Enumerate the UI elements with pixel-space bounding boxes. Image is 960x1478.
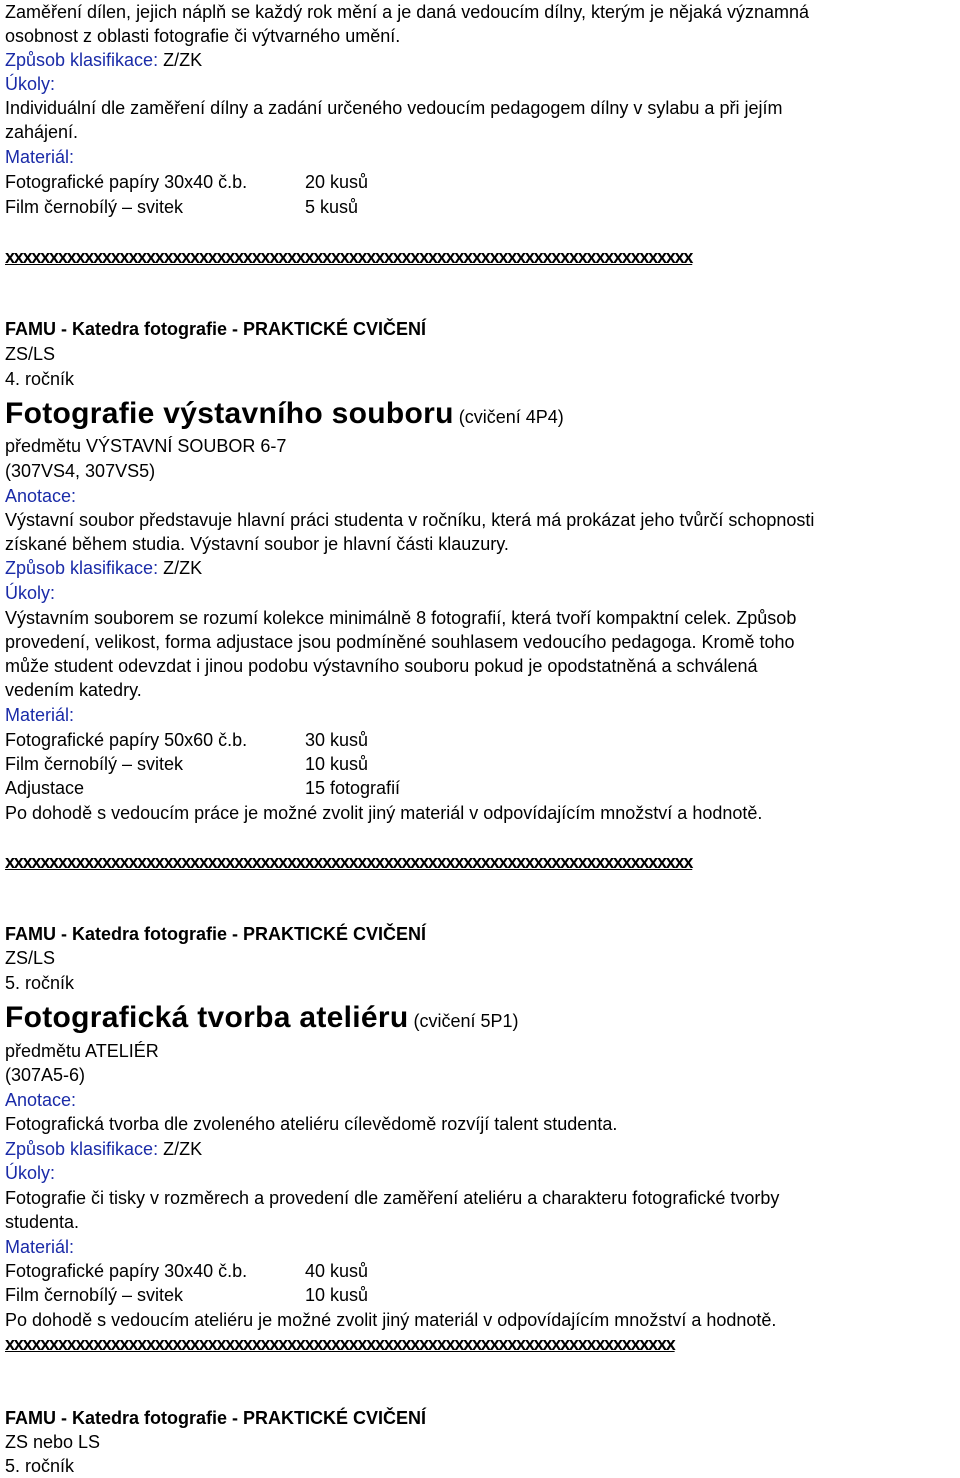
semester-type: ZS nebo LS — [5, 1432, 101, 1452]
course-code: (cvičení 4P4) — [453, 407, 564, 427]
subject-name: předmětu ATELIÉR — [5, 1041, 159, 1061]
material-note: Po dohodě s vedoucím práce je možné zvolit jiný materiál v odpovídajícím množství a hodnotě. — [5, 803, 763, 823]
material-label: Materiál: — [5, 147, 75, 167]
material-label: Materiál: — [5, 705, 75, 725]
material-row — [5, 195, 358, 219]
ukoly-label: Úkoly: — [5, 1163, 56, 1183]
material-name: Film černobílý – svitek — [5, 197, 184, 217]
material-row — [5, 752, 368, 776]
intro-text-line: osobnost z oblasti fotografie či výtvarného umění. — [5, 26, 401, 46]
anotace-text: Fotografická tvorba dle zvoleného ateliéru cílevědomě rozvíjí talent studenta. — [5, 1114, 618, 1134]
material-qty: 30 kusů — [305, 730, 369, 750]
material-qty: 10 kusů — [305, 754, 369, 774]
anotace-text: získané během studia. Výstavní soubor je hlavní části klauzury. — [5, 534, 509, 554]
material-name: Fotografické papíry 30x40 č.b. — [5, 172, 248, 192]
section-header: FAMU - Katedra fotografie - PRAKTICKÉ CVIČENÍ — [5, 924, 427, 944]
klasifikace-label: Způsob klasifikace: — [5, 50, 159, 70]
anotace-label: Anotace: — [5, 1090, 77, 1110]
material-row — [5, 776, 400, 800]
course-title-line — [5, 396, 564, 435]
material-name: Fotografické papíry 30x40 č.b. — [5, 1261, 248, 1281]
klasifikace-label: Způsob klasifikace: — [5, 558, 159, 578]
klasifikace-value: Z/ZK — [158, 558, 203, 578]
course-title: Fotografická tvorba ateliéru — [5, 1001, 409, 1034]
material-row — [5, 1283, 368, 1307]
material-row — [5, 170, 368, 194]
year-of-study: 4. ročník — [5, 369, 75, 389]
semester-type: ZS/LS — [5, 344, 56, 364]
separator-line: xxxxxxxxxxxxxxxxxxxxxxxxxxxxxxxxxxxxxxxxxxxxxxxxxxxxxxxxxxxxxxxxxxxxxxxxxxxx — [5, 1334, 675, 1354]
material-qty: 15 fotografií — [305, 778, 401, 798]
ukoly-text: provedení, velikost, forma adjustace jsou podmíněné souhlasem vedoucího pedagoga. Kromě toho — [5, 632, 795, 652]
section-header: FAMU - Katedra fotografie - PRAKTICKÉ CVIČENÍ — [5, 1408, 427, 1428]
ukoly-text: zahájení. — [5, 122, 79, 142]
separator-line: xxxxxxxxxxxxxxxxxxxxxxxxxxxxxxxxxxxxxxxxxxxxxxxxxxxxxxxxxxxxxxxxxxxxxxxxxxxxxx — [5, 852, 693, 872]
course-code: (cvičení 5P1) — [408, 1011, 519, 1031]
ukoly-text: Výstavním souborem se rozumí kolekce minimálně 8 fotografií, která tvoří kompaktní celek. Způsob — [5, 608, 797, 628]
material-row — [5, 1259, 368, 1283]
year-of-study: 5. ročník — [5, 973, 75, 993]
semester-type: ZS/LS — [5, 948, 56, 968]
ukoly-text: Individuální dle zaměření dílny a zadání určeného vedoucím pedagogem dílny v sylabu a při jejím — [5, 98, 783, 118]
subject-codes: (307VS4, 307VS5) — [5, 461, 156, 481]
material-qty: 5 kusů — [305, 197, 359, 217]
ukoly-label: Úkoly: — [5, 74, 56, 94]
material-qty: 40 kusů — [305, 1261, 369, 1281]
material-qty: 10 kusů — [305, 1285, 369, 1305]
klasifikace-line — [5, 48, 202, 72]
subject-codes: (307A5-6) — [5, 1065, 86, 1085]
material-name: Film černobílý – svitek — [5, 1285, 184, 1305]
klasifikace-label: Způsob klasifikace: — [5, 1139, 159, 1159]
klasifikace-line — [5, 1137, 202, 1161]
separator-line: xxxxxxxxxxxxxxxxxxxxxxxxxxxxxxxxxxxxxxxxxxxxxxxxxxxxxxxxxxxxxxxxxxxxxxxxxxxxxx — [5, 247, 693, 267]
anotace-label: Anotace: — [5, 486, 77, 506]
intro-text-line: Zaměření dílen, jejich náplň se každý rok mění a je daná vedoucím dílny, kterým je nějaká významná — [5, 2, 810, 22]
klasifikace-line — [5, 556, 202, 580]
material-name: Fotografické papíry 50x60 č.b. — [5, 730, 248, 750]
material-name: Film černobílý – svitek — [5, 754, 184, 774]
ukoly-text: vedením katedry. — [5, 680, 142, 700]
material-row — [5, 728, 368, 752]
course-title: Fotografie výstavního souboru — [5, 397, 454, 430]
material-qty: 20 kusů — [305, 172, 369, 192]
ukoly-text: Fotografie či tisky v rozměrech a provedení dle zaměření ateliéru a charakteru fotografické tvorby — [5, 1188, 780, 1208]
material-label: Materiál: — [5, 1237, 75, 1257]
ukoly-text: může student odevzdat i jinou podobu výstavního souboru pokud je opodstatněná a schválená — [5, 656, 758, 676]
ukoly-label: Úkoly: — [5, 583, 56, 603]
klasifikace-value: Z/ZK — [158, 1139, 203, 1159]
material-note: Po dohodě s vedoucím ateliéru je možné zvolit jiný materiál v odpovídajícím množství a hodnotě. — [5, 1310, 777, 1330]
year-of-study: 5. ročník — [5, 1456, 75, 1476]
klasifikace-value: Z/ZK — [158, 50, 203, 70]
anotace-text: Výstavní soubor představuje hlavní práci studenta v ročníku, která má prokázat jeho tvůrčí schopnosti — [5, 510, 815, 530]
ukoly-text: studenta. — [5, 1212, 80, 1232]
section-header: FAMU - Katedra fotografie - PRAKTICKÉ CVIČENÍ — [5, 319, 427, 339]
subject-name: předmětu VÝSTAVNÍ SOUBOR 6-7 — [5, 436, 287, 456]
course-title-line — [5, 1000, 519, 1039]
material-name: Adjustace — [5, 778, 85, 798]
